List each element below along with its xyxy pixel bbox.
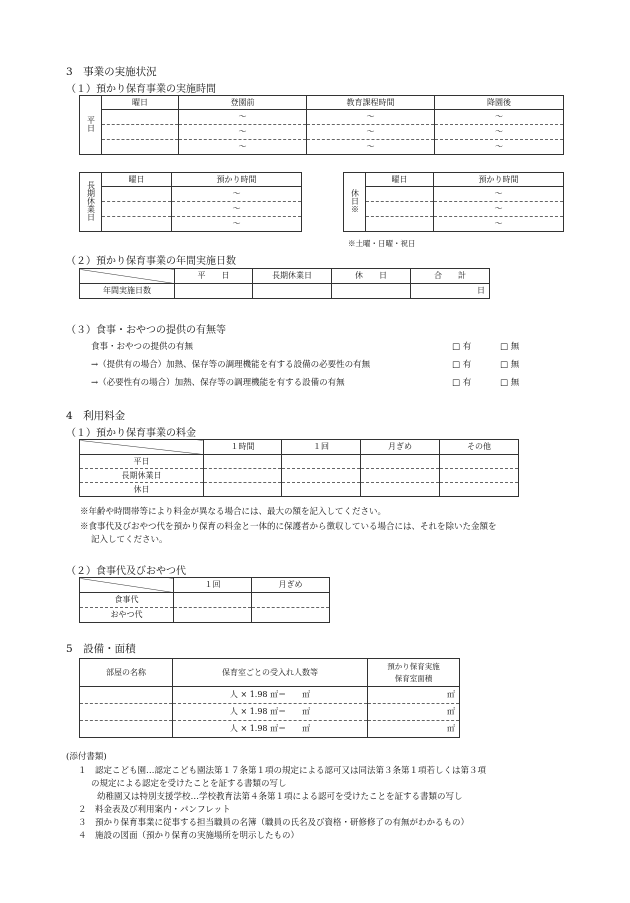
cell[interactable]: ～	[435, 140, 564, 155]
fee-table	[79, 439, 519, 497]
row-label-weekday: 平日	[80, 455, 204, 469]
cell[interactable]: ～	[179, 140, 307, 155]
attachment-3: ３ 預かり保育事業に従事する担当職員の名簿（職員の氏名及び資格・研修修了の有無がわかるもの）	[78, 818, 470, 828]
cell[interactable]: ～	[434, 202, 564, 217]
attachment-1-kindergarten: 幼稚園又は特別支援学校…学校教育法第４条第１項による認可を受けたことを証する書類の写し	[97, 792, 463, 802]
header-area: 預かり保育実施 保育室面積	[368, 659, 460, 687]
cell[interactable]: ～	[172, 217, 302, 232]
cell[interactable]	[361, 483, 440, 497]
cell[interactable]	[361, 455, 440, 469]
cell[interactable]	[440, 455, 519, 469]
cell[interactable]	[252, 608, 330, 623]
header-capacity: 保育室ごとの受入れ人数等	[173, 659, 368, 687]
weekday-hours-table	[79, 95, 564, 155]
header-1time: １回	[282, 440, 361, 455]
attachment-4: ４ 施設の図面（預かり保育の実施場所を明示したもの）	[78, 831, 300, 841]
capacity-cell[interactable]: 人 × 1.98 ㎡＝ ㎡	[173, 721, 368, 738]
facility-table	[79, 658, 460, 738]
attachments-title: (添付書類)	[66, 752, 107, 762]
cell[interactable]	[174, 593, 252, 608]
weekday-side-label: 平日	[80, 96, 102, 155]
diagonal-cell	[80, 269, 175, 284]
area-cell[interactable]: ㎡	[368, 721, 460, 738]
meal-q3-no-checkbox[interactable]: □ 無	[500, 378, 520, 388]
meal-q2: →（提供有の場合）加熱、保存等の調理機能を有する設備の必要性の有無	[91, 360, 371, 370]
header-monthly: 月ぎめ	[361, 440, 440, 455]
section-3-3-title: （３）食事・おやつの提供の有無等	[66, 325, 226, 336]
cell[interactable]: ～	[172, 187, 302, 202]
cell[interactable]: ～	[434, 217, 564, 232]
header-hours: 預かり時間	[172, 173, 302, 187]
section-4-2-title: （２）食事代及びおやつ代	[66, 566, 186, 577]
header-long-holiday: 長期休業日	[253, 269, 332, 284]
meal-q1-no-checkbox[interactable]: □ 無	[500, 342, 520, 352]
cell[interactable]	[204, 483, 282, 497]
row-label-holiday: 休日	[80, 483, 204, 497]
section-5-title: 5 設備・面積	[66, 643, 136, 655]
cell[interactable]	[174, 608, 252, 623]
fee-note-1: ※年齢や時間帯等により料金が異なる場合には、最大の額を記入してください。	[80, 507, 387, 517]
header-room-name: 部屋の名称	[80, 659, 173, 687]
capacity-cell[interactable]: 人 × 1.98 ㎡＝ ㎡	[173, 687, 368, 704]
cell[interactable]	[102, 140, 179, 155]
cell[interactable]	[440, 483, 519, 497]
total-unit[interactable]: 日	[411, 284, 490, 299]
cell[interactable]	[361, 469, 440, 483]
header-class-hours: 教育課程時間	[307, 96, 435, 110]
row-label-meal: 食事代	[80, 593, 174, 608]
row-label-long-holiday: 長期休業日	[80, 469, 204, 483]
cell[interactable]	[80, 704, 173, 721]
cell[interactable]	[102, 217, 172, 232]
cell[interactable]: ～	[179, 125, 307, 140]
header-holiday: 休 日	[332, 269, 411, 284]
section-3-2-title: （２）預かり保育事業の年間実施日数	[66, 256, 236, 267]
diagonal-cell	[80, 578, 174, 593]
holiday-note: ※土曜・日曜・祝日	[348, 239, 416, 248]
cell[interactable]	[282, 469, 361, 483]
fee-note-2a: ※食事代及びおやつ代を預かり保育の料金と一体的に保護者から徴収している場合には、それを除いた金額を	[80, 522, 497, 532]
cell[interactable]	[175, 284, 253, 299]
header-youbi: 曜日	[102, 96, 179, 110]
cell[interactable]: ～	[307, 125, 435, 140]
capacity-cell[interactable]: 人 × 1.98 ㎡＝ ㎡	[173, 704, 368, 721]
meal-fee-table	[79, 577, 330, 623]
cell[interactable]: ～	[434, 187, 564, 202]
annual-row-label: 年間実施日数	[80, 284, 175, 299]
section-4-1-title: （１）預かり保育事業の料金	[66, 428, 196, 439]
cell[interactable]	[366, 187, 434, 202]
cell[interactable]	[102, 125, 179, 140]
cell[interactable]: ～	[179, 110, 307, 125]
cell[interactable]: ～	[307, 140, 435, 155]
meal-q3-yes-checkbox[interactable]: □ 有	[452, 378, 472, 388]
attachment-2: ２ 料金表及び利用案内・パンフレット	[78, 805, 231, 815]
annual-days-table	[79, 268, 490, 299]
meal-q2-yes-checkbox[interactable]: □ 有	[452, 360, 472, 370]
cell[interactable]: ～	[435, 125, 564, 140]
area-cell[interactable]: ㎡	[368, 704, 460, 721]
holiday-side-label: 休日※	[344, 173, 366, 232]
header-weekday: 平 日	[175, 269, 253, 284]
cell[interactable]	[102, 187, 172, 202]
holiday-table	[343, 172, 564, 232]
cell[interactable]	[366, 217, 434, 232]
cell[interactable]	[332, 284, 411, 299]
cell[interactable]: ～	[307, 110, 435, 125]
header-total: 合 計	[411, 269, 490, 284]
cell[interactable]	[253, 284, 332, 299]
header-monthly: 月ぎめ	[252, 578, 330, 593]
header-before: 登園前	[179, 96, 307, 110]
attachment-1-cont: の規定による認定を受けたことを証する書類の写し	[91, 779, 287, 789]
attachment-1: １ 認定こども園…認定こども園法第１７条第１項の規定による認可又は同法第３条第１項若しくは第３項	[78, 766, 487, 776]
cell[interactable]	[80, 721, 173, 738]
long-holiday-table	[79, 172, 302, 232]
meal-q1: 食事・おやつの提供の有無	[91, 342, 194, 352]
cell[interactable]	[80, 687, 173, 704]
cell[interactable]	[102, 202, 172, 217]
header-after: 降園後	[435, 96, 564, 110]
cell[interactable]	[102, 110, 179, 125]
area-cell[interactable]: ㎡	[368, 687, 460, 704]
diagonal-cell	[80, 440, 204, 455]
cell[interactable]	[204, 469, 282, 483]
meal-q1-yes-checkbox[interactable]: □ 有	[452, 342, 472, 352]
long-holiday-side-label: 長期休業日	[80, 173, 102, 232]
header-other: その他	[440, 440, 519, 455]
header-youbi: 曜日	[366, 173, 434, 187]
header-1time: １回	[174, 578, 252, 593]
section-3-1-title: （１）預かり保育事業の実施時間	[66, 84, 216, 95]
fee-note-2b: 記入してください。	[91, 535, 168, 545]
header-hours: 預かり時間	[434, 173, 564, 187]
header-1hour: １時間	[204, 440, 282, 455]
meal-q3: →（必要性有の場合）加熱、保存等の調理機能を有する設備の有無	[91, 378, 345, 388]
cell[interactable]	[252, 593, 330, 608]
cell[interactable]	[204, 455, 282, 469]
section-4-title: 4 利用料金	[66, 410, 126, 422]
section-3-title: 3 事業の実施状況	[66, 66, 157, 78]
cell[interactable]	[366, 202, 434, 217]
row-label-snack: おやつ代	[80, 608, 174, 623]
cell[interactable]	[282, 455, 361, 469]
cell[interactable]: ～	[435, 110, 564, 125]
cell[interactable]	[282, 483, 361, 497]
meal-q2-no-checkbox[interactable]: □ 無	[500, 360, 520, 370]
cell[interactable]: ～	[172, 202, 302, 217]
header-youbi: 曜日	[102, 173, 172, 187]
cell[interactable]	[440, 469, 519, 483]
